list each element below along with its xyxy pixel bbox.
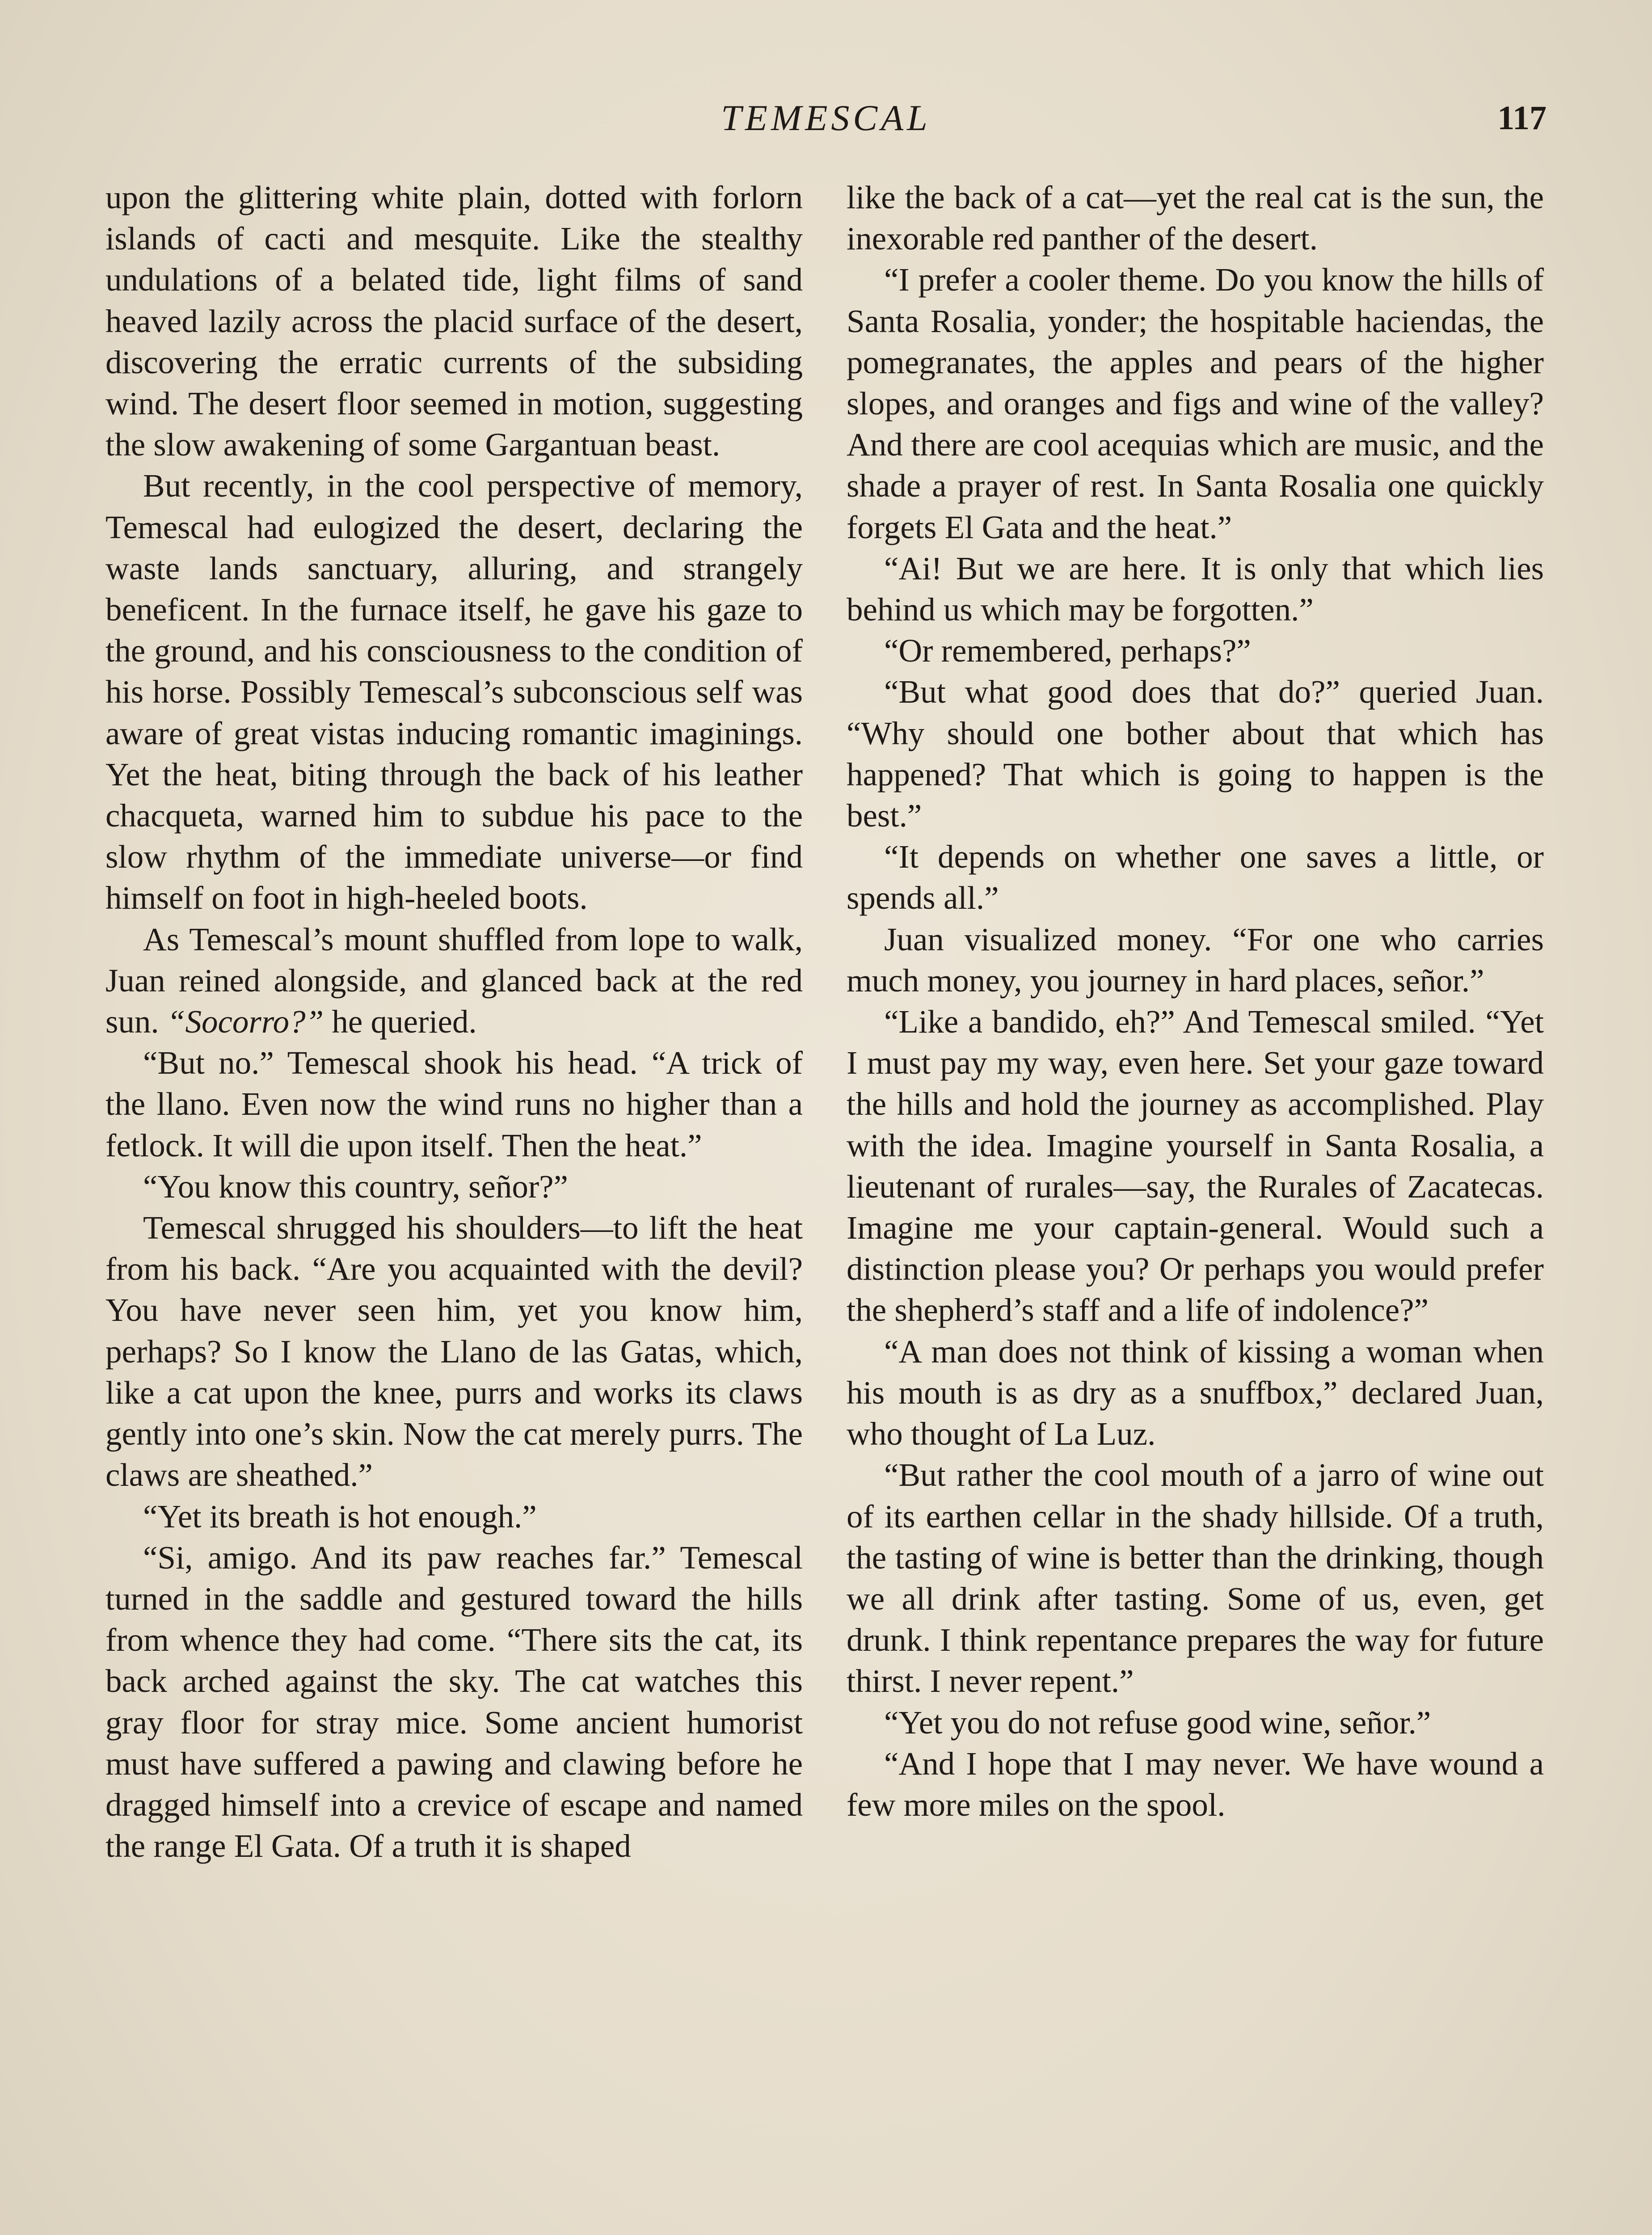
paragraph: But recently, in the cool perspective of memory, Temescal had eulogized the desert, declaring the waste lands sanctuary, alluring, and strangely beneficent. In the furnace itself, he gave his gaze to the ground, and his consciousness to the condition of his horse. Possibly Temescal’s subconscious self was aware of great vistas inducing romantic imaginings. Yet the heat, biting through the back of his leather chacqueta, warned him to subdue his pace to the slow rhythm of the immediate universe—or find himself on foot in high-heeled boots. [105,468,803,916]
running-title: TEMESCAL [721,97,931,138]
running-header [105,96,1547,140]
left-column [105,177,803,1867]
paragraph: “A man does not think of kissing a woman when his mouth is as dry as a snuffbox,” declared Juan, who thought of La Luz. [847,1333,1544,1452]
paragraph: “I prefer a cooler theme. Do you know the hills of Santa Rosalia, yonder; the hospitable haciendas, the pomegranates, the apples and pears of the higher slopes, and oranges and figs and wine of the valley? And there are cool acequias which are music, and the shade a prayer of rest. In Santa Rosalia one quickly forgets El Gata and the heat.” [847,261,1544,545]
paragraph: “Or remembered, perhaps?” [884,633,1251,669]
paragraph: upon the glittering white plain, dotted with forlorn islands of cacti and mesquite. Like the stealthy undulations of a belated tide, light films of sand heaved lazily across the placid surface of the desert, discovering the erratic currents of the subsiding wind. The desert floor seemed in motion, suggesting the slow awakening of some Gargantuan beast. [105,179,803,463]
paragraph: “But what good does that do?” queried Juan. “Why should one bother about that which has happened? That which is going to happen is the best.” [847,674,1544,834]
paragraph: “Si, amigo. And its paw reaches far.” Temescal turned in the saddle and gestured toward the hills from whence they had come. “There sits the cat, its back arched against the sky. The cat watches this gray floor for stray mice. Some ancient humorist must have suffered a pawing and clawing before he dragged himself into a crevice of escape and named the range El Gata. Of a truth it is shaped [105,1539,803,1864]
paragraph: “But no.” Temescal shook his head. “A trick of the llano. Even now the wind runs no higher than a fetlock. It will die upon itself. Then the heat.” [105,1045,803,1164]
page-number: 117 [1497,99,1547,137]
paragraph: Juan visualized money. “For one who carries much money, you journey in hard places, señor.” [847,921,1544,999]
paragraph: “And I hope that I may never. We have wound a few more miles on the spool. [847,1745,1544,1823]
paragraph: “Yet its breath is hot enough.” [143,1498,537,1535]
paragraph: “You know this country, señor?” [143,1168,568,1205]
paragraph: Temescal shrugged his shoulders—to lift the heat from his back. “Are you acquainted with the devil? You have never seen him, yet you know him, perhaps? So I know the Llano de las Gatas, which, like a cat upon the knee, purrs and works its claws gently into one’s skin. Now the cat merely purrs. The claws are sheathed.” [105,1210,803,1493]
paragraph: “Ai! But we are here. It is only that which lies behind us which may be forgotten.” [847,550,1544,628]
paragraph: “Yet you do not refuse good wine, señor.” [884,1704,1431,1741]
italic-word: “Socorro?” [167,1004,324,1040]
paragraph: As Temescal’s mount shuffled from lope to walk, Juan reined alongside, and glanced back at the red sun. “Socorro?” he queried. [105,921,803,1040]
paragraph: like the back of a cat—yet the real cat is the sun, the inexorable red panther of the desert. [847,179,1544,257]
right-column [847,177,1544,1826]
paragraph: “It depends on whether one saves a little, or spends all.” [847,839,1544,916]
paragraph: “Like a bandido, eh?” And Temescal smiled. “Yet I must pay my way, even here. Set your gaze toward the hills and hold the journey as accomplished. Play with the idea. Imagine yourself in Santa Rosalia, a lieutenant of rurales—say, the Rurales of Zacatecas. Imagine me your captain-general. Would such a distinction please you? Or perhaps you would prefer the shepherd’s staff and a life of indolence?” [847,1004,1544,1328]
paragraph: “But rather the cool mouth of a jarro of wine out of its earthen cellar in the shady hillside. Of a truth, the tasting of wine is better than the drinking, though we all drink after tasting. Some of us, even, get drunk. I think repentance prepares the way for future thirst. I never repent.” [847,1457,1544,1699]
